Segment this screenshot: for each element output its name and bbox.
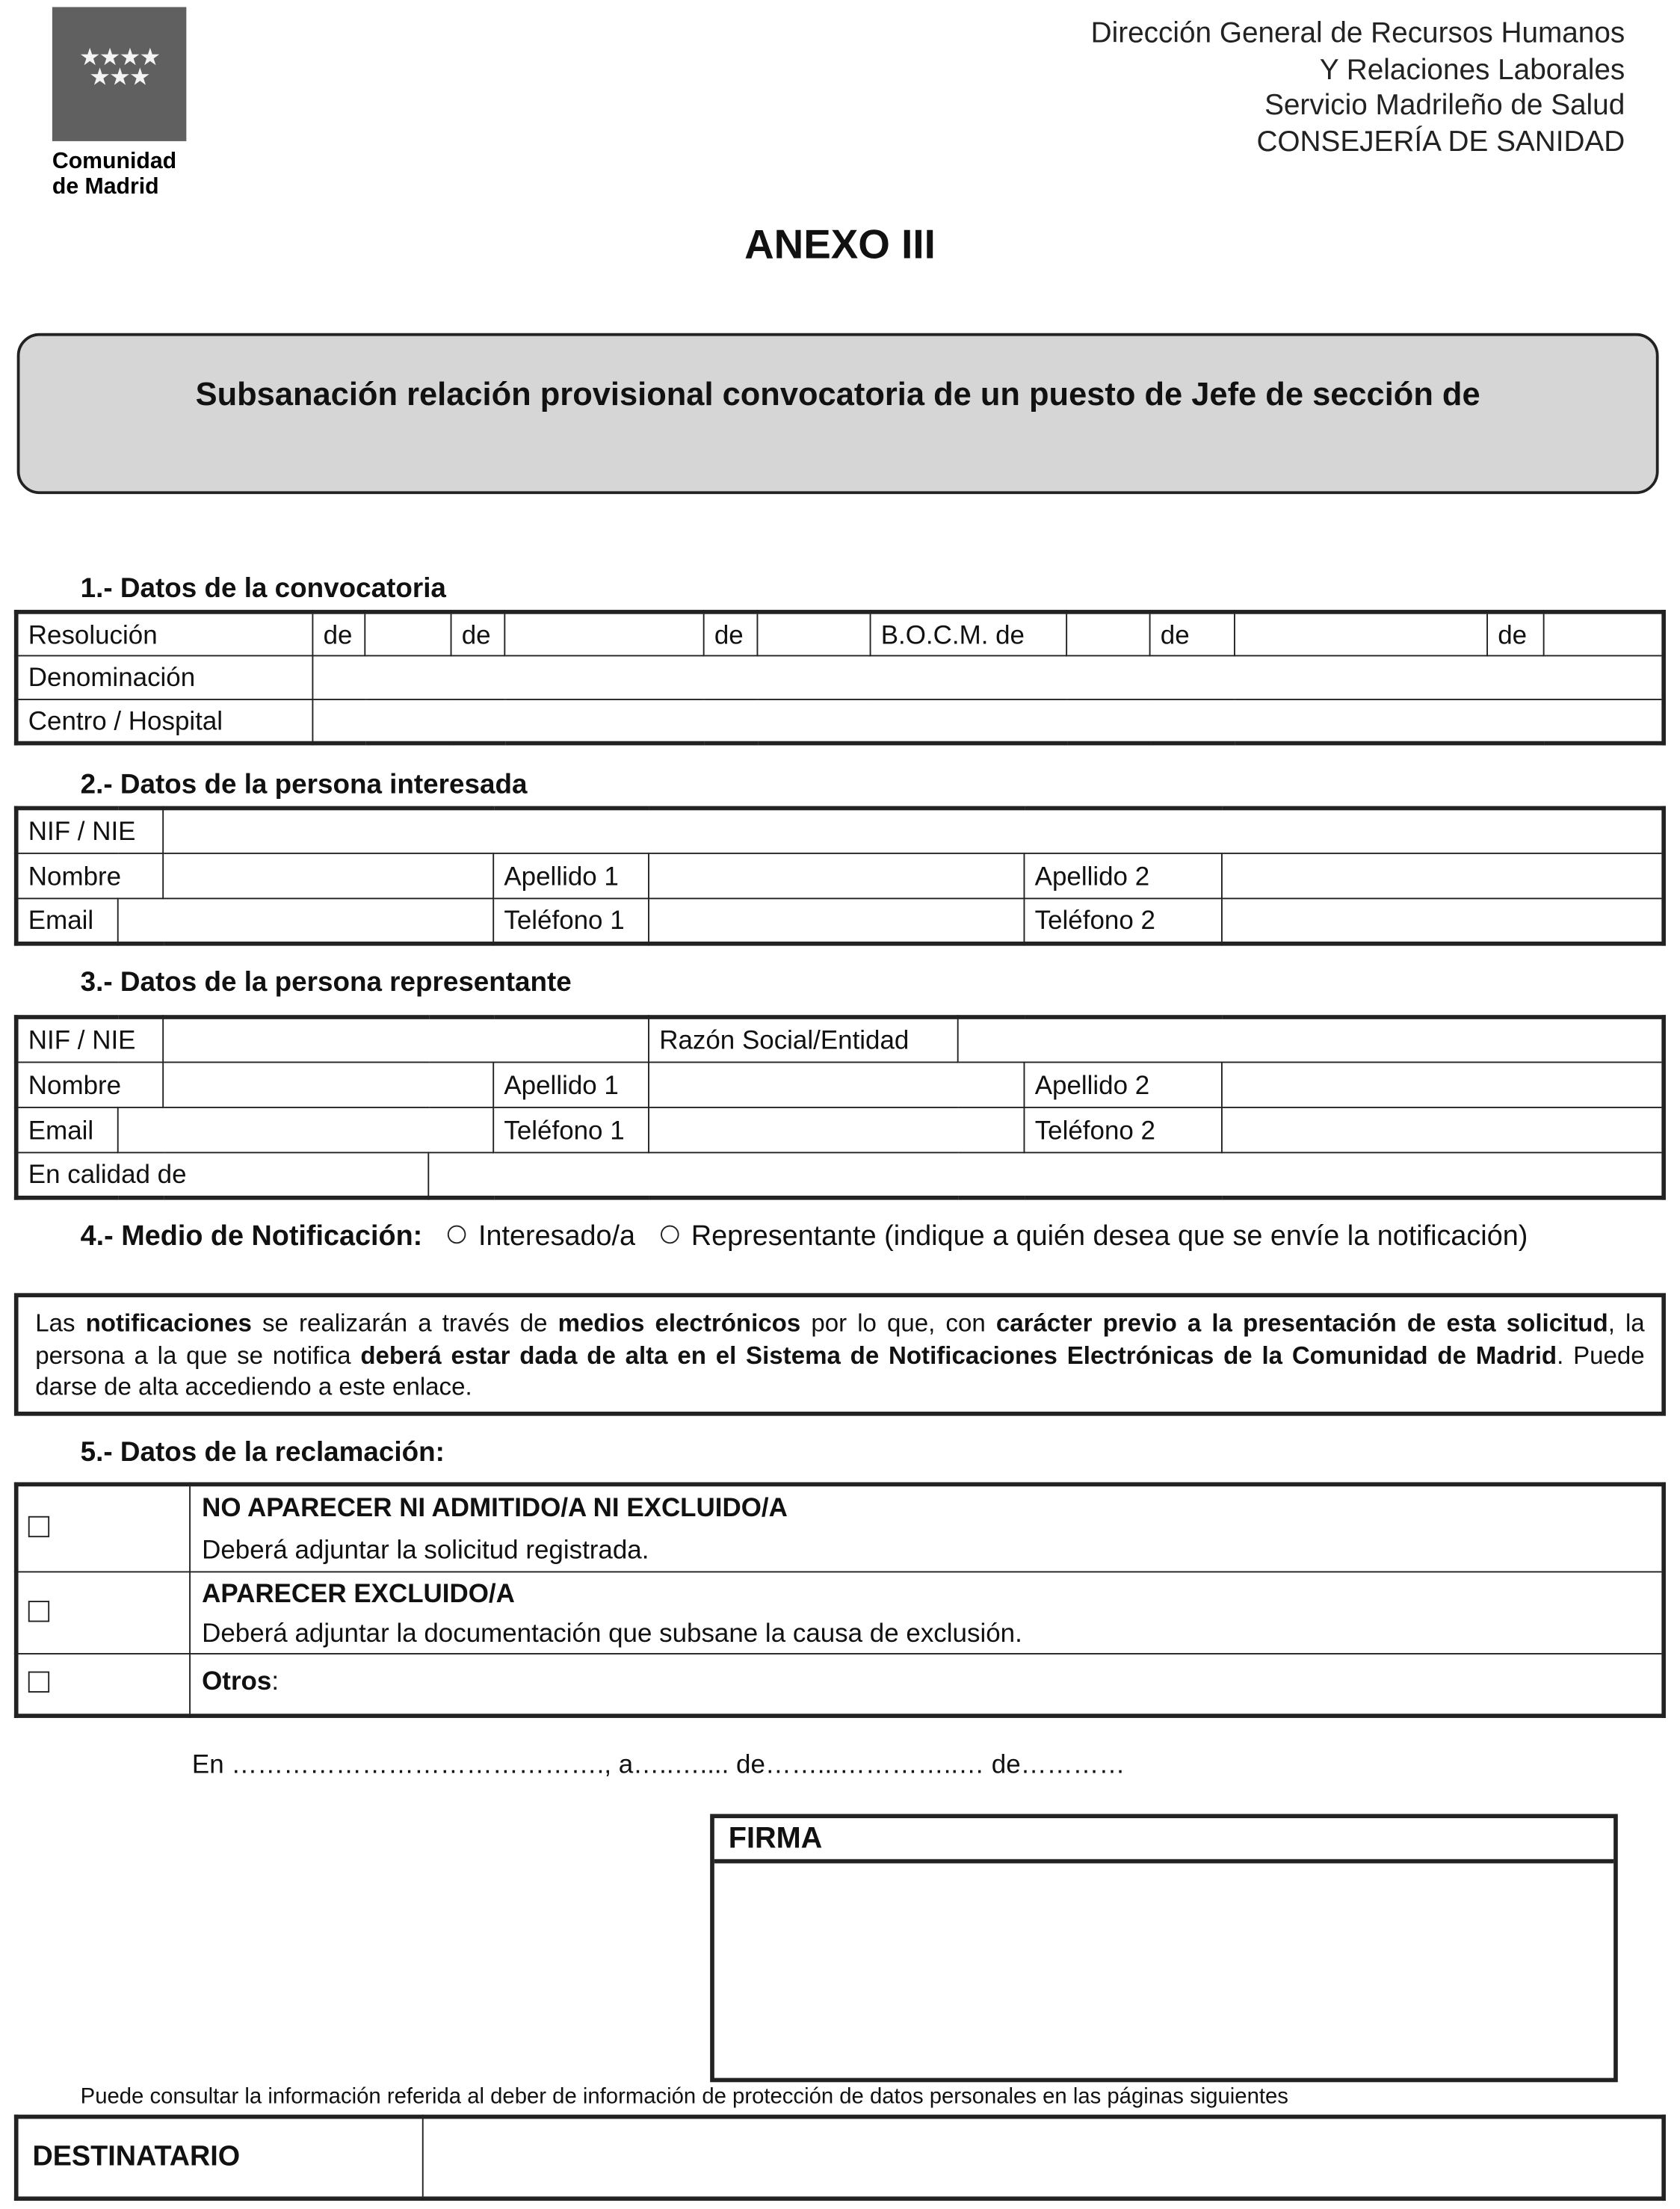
option-title: APARECER EXCLUIDO/A	[202, 1577, 515, 1607]
signature-box[interactable]	[710, 1814, 1618, 2082]
checkbox-no-aparecer[interactable]	[28, 1516, 49, 1537]
option-desc: :	[271, 1666, 280, 1696]
checkbox-cell	[16, 1484, 190, 1572]
section5-heading: 5.- Datos de la reclamación:	[80, 1437, 445, 1468]
label-telefono2: Teléfono 2	[1024, 898, 1221, 943]
label-nombre: Nombre	[16, 853, 163, 898]
rep-nombre-field[interactable]	[163, 1062, 493, 1107]
apellido2-field[interactable]	[1222, 853, 1664, 898]
centro-field[interactable]	[312, 699, 1664, 744]
checkbox-cell	[16, 1654, 190, 1716]
logo-text	[52, 149, 176, 200]
notification-notice	[14, 1293, 1666, 1415]
rep-telefono1-field[interactable]	[649, 1107, 1024, 1152]
rep-apellido1-field[interactable]	[649, 1062, 1024, 1107]
notice-text: por lo que, con	[800, 1309, 996, 1337]
checkbox-excluido[interactable]	[28, 1600, 49, 1621]
checkbox-cell	[16, 1572, 190, 1654]
section4-notification	[81, 1220, 1600, 1255]
notice-text: . Puede darse de alta accediendo a este enlace.	[35, 1340, 1645, 1400]
label-razon-social: Razón Social/Entidad	[649, 1017, 958, 1062]
representante-table	[14, 1015, 1666, 1199]
section3-heading: 3.- Datos de la persona representante	[80, 966, 572, 998]
annex-title: ANEXO III	[744, 223, 936, 268]
bocm-month-field[interactable]	[1235, 612, 1487, 656]
radio-label-representante: Representante	[691, 1220, 877, 1252]
label-de: de	[312, 612, 365, 656]
notice-text: , la persona a la que se notifica	[35, 1309, 1645, 1369]
logo-line-1: Comunidad	[52, 149, 177, 174]
label-apellido2: Apellido 2	[1025, 1062, 1222, 1107]
comunidad-madrid-logo	[52, 7, 186, 140]
resolucion-month-field[interactable]	[504, 612, 703, 656]
reclamacion-table	[14, 1482, 1666, 1717]
notice-bold: carácter previo a la presentación de esta solicitud	[995, 1309, 1608, 1337]
section1-heading: 1.- Datos de la convocatoria	[80, 572, 446, 605]
radio-interesado[interactable]	[447, 1226, 466, 1244]
nif-field[interactable]	[163, 808, 1664, 853]
logo-line-2: de Madrid	[52, 175, 159, 200]
form-title-box	[17, 333, 1659, 494]
label-bocm: B.O.C.M. de	[871, 612, 1067, 656]
header-line: CONSEJERÍA DE SANIDAD	[1256, 125, 1625, 158]
rep-nif-field[interactable]	[163, 1017, 649, 1062]
radio-representante[interactable]	[660, 1226, 679, 1244]
apellido1-field[interactable]	[649, 853, 1024, 898]
label-email: Email	[16, 1107, 118, 1152]
destinatario-field[interactable]	[423, 2117, 1664, 2199]
option-title: Otros	[202, 1666, 272, 1696]
nombre-field[interactable]	[163, 853, 493, 898]
header-line: Y Relaciones Laborales	[1319, 52, 1625, 86]
section4-heading: 4.- Medio de Notificación:	[80, 1220, 423, 1252]
label-nombre: Nombre	[16, 1062, 163, 1107]
label-en-calidad-de: En calidad de	[16, 1152, 429, 1197]
radio-label-interesado: Interesado/a	[478, 1220, 636, 1252]
header-organization	[1091, 16, 1625, 160]
bocm-day-field[interactable]	[1066, 612, 1149, 656]
notice-text: Las	[35, 1309, 86, 1337]
stars-icon: ★★★★ ★★★	[78, 43, 160, 90]
en-calidad-de-field[interactable]	[428, 1152, 1664, 1197]
telefono1-field[interactable]	[649, 898, 1024, 943]
form-title: Subsanación relación provisional convocatoria de un puesto de Jefe de sección de	[195, 375, 1480, 413]
header-line: Servicio Madrileño de Salud	[1264, 89, 1625, 122]
label-telefono1: Teléfono 1	[493, 1107, 649, 1152]
place-date-line: En ……………………………………., a…..….... de……...…………..… de…………	[191, 1749, 1125, 1779]
label-de: de	[1487, 612, 1544, 656]
destinatario-table	[14, 2115, 1666, 2201]
rep-telefono2-field[interactable]	[1222, 1107, 1664, 1152]
rep-apellido2-field[interactable]	[1222, 1062, 1664, 1107]
notice-bold: notificaciones	[85, 1309, 252, 1337]
rep-email-field[interactable]	[118, 1107, 493, 1152]
label-de: de	[704, 612, 758, 656]
resolucion-year-field[interactable]	[757, 612, 870, 656]
label-email: Email	[16, 898, 118, 943]
bocm-year-field[interactable]	[1544, 612, 1664, 656]
resolucion-day-field[interactable]	[365, 612, 451, 656]
label-apellido2: Apellido 2	[1024, 853, 1221, 898]
label-resolucion: Resolución	[16, 612, 313, 656]
convocatoria-table	[14, 610, 1666, 745]
label-destinatario: DESTINATARIO	[16, 2117, 423, 2199]
label-telefono1: Teléfono 1	[493, 898, 649, 943]
label-de: de	[451, 612, 505, 656]
label-apellido1: Apellido 1	[493, 853, 649, 898]
section2-heading: 2.- Datos de la persona interesada	[80, 769, 528, 801]
option-desc: Deberá adjuntar la documentación que subsane la causa de exclusión.	[202, 1616, 1022, 1647]
label-centro: Centro / Hospital	[16, 699, 313, 744]
telefono2-field[interactable]	[1222, 898, 1664, 943]
section4-note: (indique a quién desea que se envíe la notificación)	[884, 1220, 1528, 1252]
interesado-table	[14, 806, 1666, 946]
option-title: NO APARECER NI ADMITIDO/A NI EXCLUIDO/A	[202, 1492, 788, 1522]
option-desc: Deberá adjuntar la solicitud registrada.	[202, 1534, 649, 1565]
razon-social-field[interactable]	[958, 1017, 1664, 1062]
label-de: de	[1150, 612, 1235, 656]
notice-text: se realizarán a través de	[251, 1309, 558, 1337]
checkbox-otros[interactable]	[28, 1672, 49, 1693]
denominacion-field[interactable]	[312, 655, 1664, 699]
label-nif: NIF / NIE	[16, 808, 163, 853]
email-field[interactable]	[118, 898, 493, 943]
notice-bold: deberá estar dada de alta en el Sistema de Notificaciones Electrónicas de la Comunidad de Madrid	[360, 1340, 1557, 1369]
label-nif: NIF / NIE	[16, 1017, 163, 1062]
label-apellido1: Apellido 1	[493, 1062, 649, 1107]
label-denominacion: Denominación	[16, 655, 313, 699]
header-line: Dirección General de Recursos Humanos	[1090, 16, 1625, 50]
signature-label: FIRMA	[714, 1818, 1613, 1863]
data-protection-footnote: Puede consultar la información referida al deber de información de protección de datos personales en las páginas siguientes	[80, 2085, 1288, 2110]
notice-bold: medios electrónicos	[558, 1309, 801, 1337]
label-telefono2: Teléfono 2	[1025, 1107, 1222, 1152]
